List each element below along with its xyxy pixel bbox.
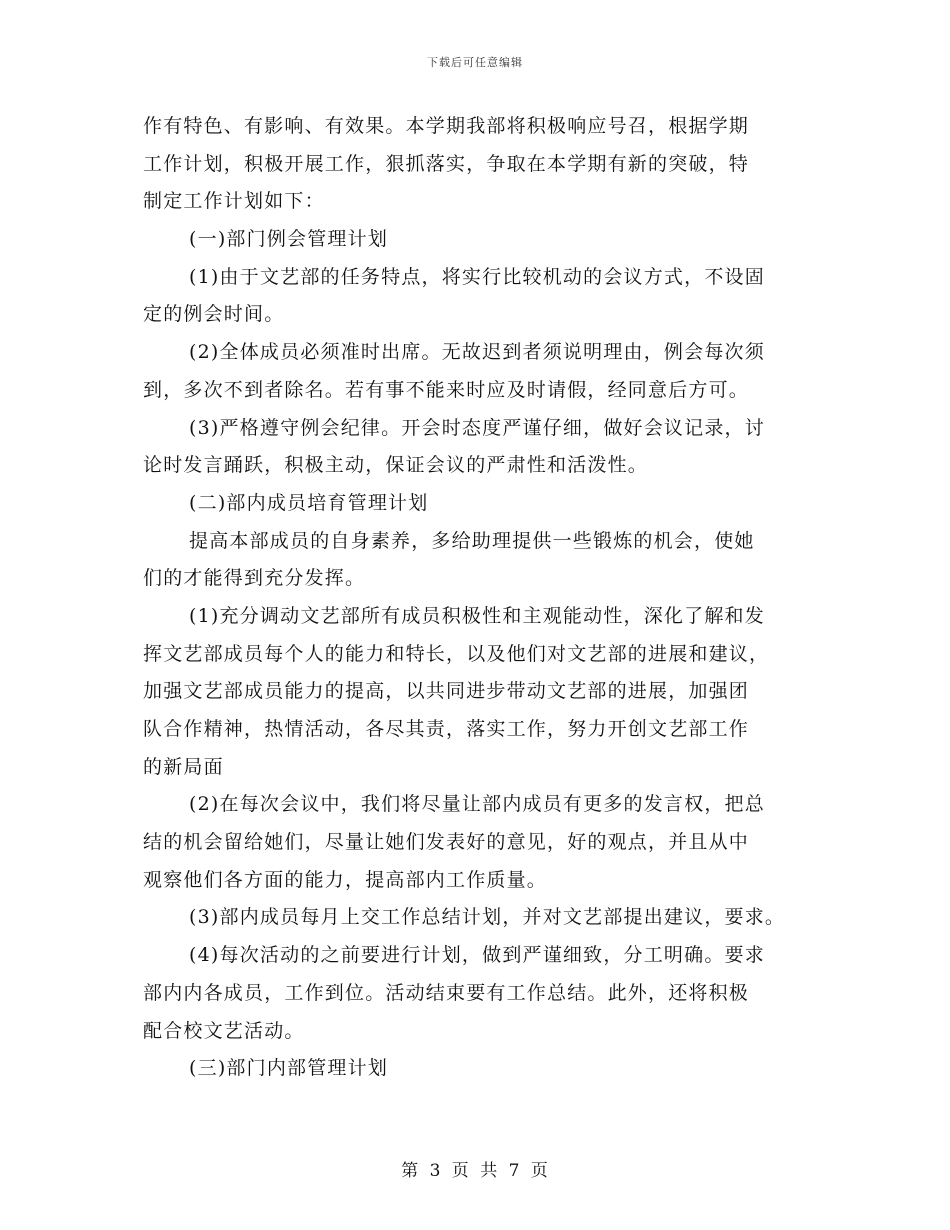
page-number-footer: 第 3 页 共 7 页 — [401, 1161, 549, 1181]
text-line: 论时发言踊跃，积极主动，保证会议的严肃性和活泼性。 — [143, 454, 649, 477]
text-line: 加强文艺部成员能力的提高，以共同进步带动文艺部的进展，加强团 — [143, 680, 750, 703]
text-line: (三)部门内部管理计划 — [189, 1057, 389, 1080]
text-line: (1)由于文艺部的任务特点，将实行比较机动的会议方式，不设固 — [189, 265, 765, 288]
text-line: 观察他们各方面的能力，提高部内工作质量。 — [143, 868, 548, 891]
text-line: 挥文艺部成员每个人的能力和特长，以及他们对文艺部的进展和建议， — [143, 642, 770, 665]
text-line: 提高本部成员的自身素养，多给助理提供一些锻炼的机会，使她 — [189, 529, 755, 552]
text-line: (2)全体成员必须准时出席。无故迟到者须说明理由，例会每次须 — [189, 341, 765, 364]
text-line: 作有特色、有影响、有效果。本学期我部将积极响应号召，根据学期 — [143, 115, 750, 137]
text-line: 部内内各成员，工作到位。活动结束要有工作总结。此外，还将积极 — [143, 981, 750, 1004]
text-line: (3)严格遵守例会纪律。开会时态度严谨仔细，做好会议记录，讨 — [189, 416, 765, 439]
text-line: (2)在每次会议中，我们将尽量让部内成员有更多的发言权，把总 — [189, 793, 765, 816]
text-line: 的新局面 — [143, 755, 224, 778]
document-body — [143, 108, 823, 1088]
text-line: (一)部门例会管理计划 — [189, 228, 389, 251]
text-line: 工作计划，积极开展工作，狠抓落实，争取在本学期有新的突破，特 — [143, 152, 750, 175]
text-line: 结的机会留给她们，尽量让她们发表好的意见，好的观点，并且从中 — [143, 831, 750, 854]
text-line: 队合作精神，热情活动，各尽其责，落实工作，努力开创文艺部工作 — [143, 718, 750, 740]
text-line: 到，多次不到者除名。若有事不能来时应及时请假，经同意后方可。 — [143, 378, 750, 401]
text-line: 定的例会时间。 — [143, 303, 285, 326]
text-line: (1)充分调动文艺部所有成员积极性和主观能动性，深化了解和发 — [189, 604, 765, 627]
header-note: 下载后可任意编辑 — [427, 56, 523, 69]
text-line: 们的才能得到充分发挥。 — [143, 567, 366, 590]
text-line: (3)部内成员每月上交工作总结计划，并对文艺部提出建议，要求。 — [189, 906, 786, 929]
text-line: 配合校文艺活动。 — [143, 1019, 305, 1042]
text-line: (二)部内成员培育管理计划 — [189, 491, 429, 514]
text-line: 制定工作计划如下： — [143, 190, 325, 213]
text-line: (4)每次活动的之前要进行计划，做到严谨细致，分工明确。要求 — [189, 944, 765, 967]
